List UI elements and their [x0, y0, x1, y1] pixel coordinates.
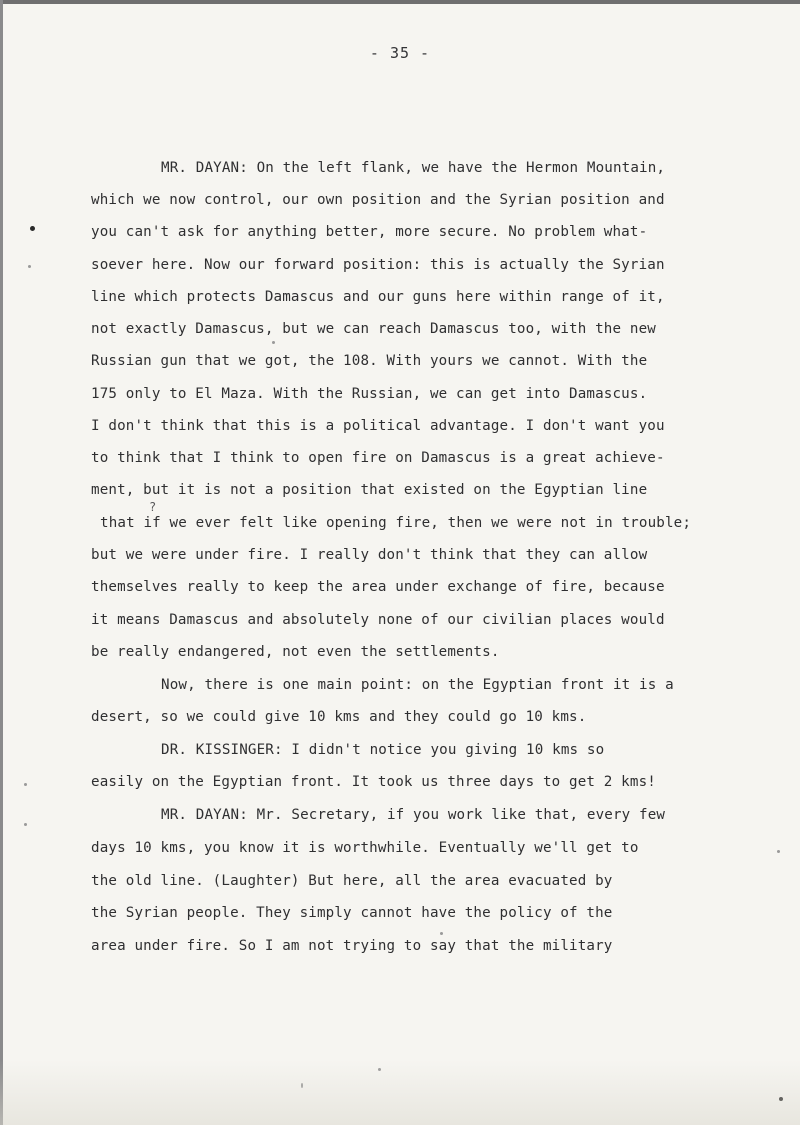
scan-bottom-noise — [0, 1060, 800, 1125]
margin-mark — [24, 823, 27, 826]
text-line: to think that I think to open fire on Damascus is a great achieve- — [91, 450, 665, 466]
margin-mark — [777, 850, 780, 853]
text-line: be really endangered, not even the settlements. — [91, 644, 500, 660]
scan-top-edge — [0, 0, 800, 4]
scan-speck — [272, 341, 275, 344]
text-line: soever here. Now our forward position: this is actually the Syrian — [91, 257, 665, 273]
text-line: MR. DAYAN: On the left flank, we have the Hermon Mountain, — [161, 160, 666, 176]
scan-speck — [440, 932, 443, 935]
text-line: 175 only to El Maza. With the Russian, we can get into Damascus. — [91, 386, 648, 402]
text-line: you can't ask for anything better, more secure. No problem what- — [91, 224, 648, 240]
page-number: - 35 - — [369, 44, 431, 62]
handwritten-question-mark: ? — [149, 500, 157, 514]
text-line: not exactly Damascus, but we can reach Damascus too, with the new — [91, 321, 656, 337]
text-line: which we now control, our own position and the Syrian position and — [91, 192, 665, 208]
text-line: DR. KISSINGER: I didn't notice you giving 10 kms so — [161, 742, 605, 758]
margin-mark — [30, 226, 35, 231]
text-line: I don't think that this is a political advantage. I don't want you — [91, 418, 665, 434]
text-line: desert, so we could give 10 kms and they could go 10 kms. — [91, 709, 587, 725]
text-line: line which protects Damascus and our guns here within range of it, — [91, 289, 665, 305]
text-line: it means Damascus and absolutely none of our civilian places would — [91, 612, 665, 628]
text-line: ment, but it is not a position that existed on the Egyptian line — [91, 482, 648, 498]
text-line: Russian gun that we got, the 108. With yours we cannot. With the — [91, 353, 648, 369]
margin-mark — [24, 783, 27, 786]
text-line: MR. DAYAN: Mr. Secretary, if you work like that, every few — [161, 807, 666, 823]
text-line: easily on the Egyptian front. It took us three days to get 2 kms! — [91, 774, 656, 790]
text-line: the Syrian people. They simply cannot have the policy of the — [91, 905, 613, 921]
margin-mark — [28, 265, 31, 268]
text-line: area under fire. So I am not trying to say that the military — [91, 938, 613, 954]
scan-left-edge — [0, 0, 3, 1125]
text-line: but we were under fire. I really don't think that they can allow — [91, 547, 648, 563]
text-line: days 10 kms, you know it is worthwhile. Eventually we'll get to — [91, 840, 639, 856]
text-line: Now, there is one main point: on the Egyptian front it is a — [161, 677, 674, 693]
text-line: the old line. (Laughter) But here, all the area evacuated by — [91, 873, 613, 889]
text-line: themselves really to keep the area under exchange of fire, because — [91, 579, 665, 595]
text-line: that if we ever felt like opening fire, then we were not in trouble; — [100, 515, 692, 531]
